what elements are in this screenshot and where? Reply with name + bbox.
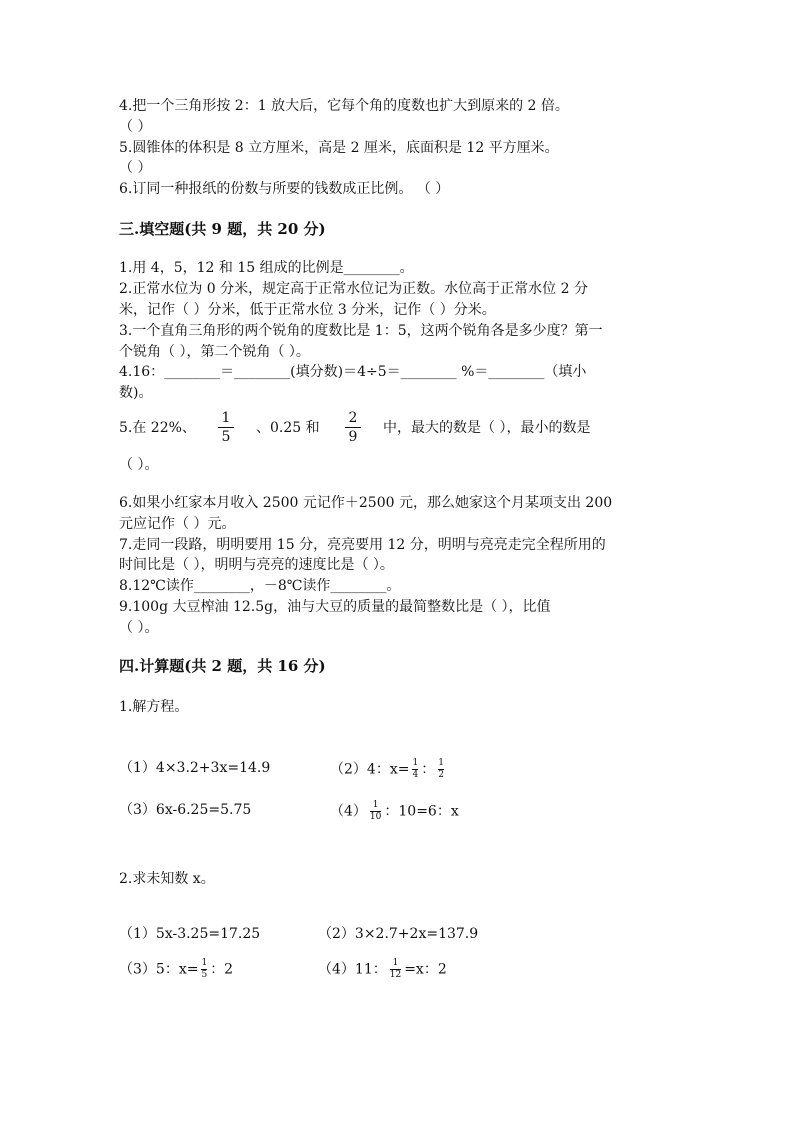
calc-p1-eq3: （3）6x-6.25=5.75 — [119, 802, 252, 818]
calc-p2-eq2: （2）3×2.7+2x=137.9 — [318, 926, 479, 942]
judge-q5-paren: （ ） — [119, 160, 152, 176]
fill-q3-line2: 个锐角（ ），第二个锐角（ ）。 — [119, 344, 310, 360]
fill-q5-fraction-1 — [218, 411, 234, 444]
fill-q2-line1: 2.正常水位为 0 分米，规定高于正常水位记为正数。水位高于正常水位 2 分 — [119, 281, 588, 297]
fraction-numerator: 1 — [201, 958, 208, 968]
fill-q4-line2: 数)。 — [119, 385, 153, 401]
fraction-numerator: 1 — [372, 800, 379, 810]
fraction-numerator: 2 — [348, 410, 358, 426]
fraction-denominator: 2 — [438, 770, 444, 780]
fraction-denominator: 9 — [348, 429, 358, 445]
judge-q6: 6.订同一种报纸的份数与所要的钱数成正比例。 （ ） — [119, 181, 450, 197]
eq-text: ： — [421, 761, 436, 778]
eq-text: （4）11： — [318, 961, 387, 978]
fill-q6-line2: 元应记作（ ）元。 — [119, 516, 236, 532]
fraction-denominator: 12 — [389, 970, 402, 980]
fill-q9-line1: 9.100g 大豆榨油 12.5g，油与大豆的质量的最简整数比是（ ），比值 — [119, 599, 551, 615]
fraction-numerator: 1 — [221, 410, 231, 426]
calc-p2-eq3 — [119, 959, 233, 980]
fill-q5-fraction-2 — [345, 411, 361, 444]
judge-q4: 4.把一个三角形按 2：1 放大后，它每个角的度数也扩大到原来的 2 倍。 — [119, 98, 569, 114]
fill-q8: 8.12℃读作________，－8℃读作________。 — [119, 578, 401, 594]
judge-q4-paren: （ ） — [119, 119, 152, 135]
eq-fraction — [201, 959, 207, 980]
calc-heading: 四.计算题(共 2 题，共 16 分) — [119, 657, 326, 675]
fill-q9-line2: （ ）。 — [119, 620, 159, 636]
fill-q5-part1: 5.在 22%、 — [119, 420, 196, 436]
fill-q1: 1.用 4，5，12 和 15 组成的比例是________。 — [119, 260, 414, 276]
eq-text: （2）4：x= — [330, 761, 410, 778]
eq-fraction — [370, 801, 381, 822]
fill-q5-line2: （ ）。 — [119, 457, 159, 473]
eq-fraction — [412, 759, 418, 780]
eq-text: （4） — [330, 803, 367, 820]
eq-text: ：10=6：x — [384, 803, 459, 820]
calc-p2-eq1: （1）5x-3.25=17.25 — [119, 926, 261, 942]
fill-q6-line1: 6.如果小红家本月收入 2500 元记作＋2500 元，那么她家这个月某项支出 200 — [119, 495, 613, 511]
fill-heading: 三.填空题(共 9 题，共 20 分) — [119, 220, 326, 238]
fill-q5-part3: 中，最大的数是（ ），最小的数是 — [383, 420, 591, 436]
calc-p1-eq4 — [330, 801, 459, 822]
fraction-bar — [218, 427, 234, 428]
fraction-bar — [345, 427, 361, 428]
eq-text: =x：2 — [404, 961, 447, 978]
calc-p1-eq1: （1）4×3.2+3x=14.9 — [119, 760, 271, 776]
fraction-numerator: 1 — [412, 758, 419, 768]
fraction-numerator: 1 — [438, 758, 444, 768]
calc-p1-title: 1.解方程。 — [119, 699, 189, 715]
fraction-denominator: 4 — [412, 770, 419, 780]
fill-q7-line1: 7.走同一段路，明明要用 15 分，亮亮要用 12 分，明明与亮亮走完全程所用的 — [119, 537, 606, 553]
fill-q2-line2: 米，记作（ ）分米，低于正常水位 3 分米，记作（ ）分米。 — [119, 302, 496, 318]
fraction-denominator: 5 — [221, 429, 231, 445]
fill-q7-line2: 时间比是（ ），明明与亮亮的速度比是（ ）。 — [119, 557, 394, 573]
fraction-denominator: 10 — [369, 812, 382, 822]
calc-p2-eq4 — [318, 959, 447, 980]
fill-q5-part2: 、0.25 和 — [256, 420, 320, 436]
judge-q5: 5.圆锥体的体积是 8 立方厘米，高是 2 厘米，底面积是 12 平方厘米。 — [119, 140, 559, 156]
fraction-numerator: 1 — [392, 958, 399, 968]
eq-text: （3）5：x= — [119, 961, 199, 978]
eq-text: ：2 — [210, 961, 234, 978]
calc-p1-eq2 — [330, 759, 447, 780]
fraction-denominator: 5 — [201, 970, 208, 980]
calc-p2-title: 2.求未知数 x。 — [119, 871, 215, 887]
fill-q3-line1: 3.一个直角三角形的两个锐角的度数比是 1：5，这两个锐角各是多少度？第一 — [119, 323, 603, 339]
fill-q4-line1: 4.16：________＝________(填分数)＝4÷5＝________ %＝________（填小 — [119, 364, 587, 380]
eq-fraction — [438, 759, 444, 780]
eq-fraction — [390, 959, 401, 980]
